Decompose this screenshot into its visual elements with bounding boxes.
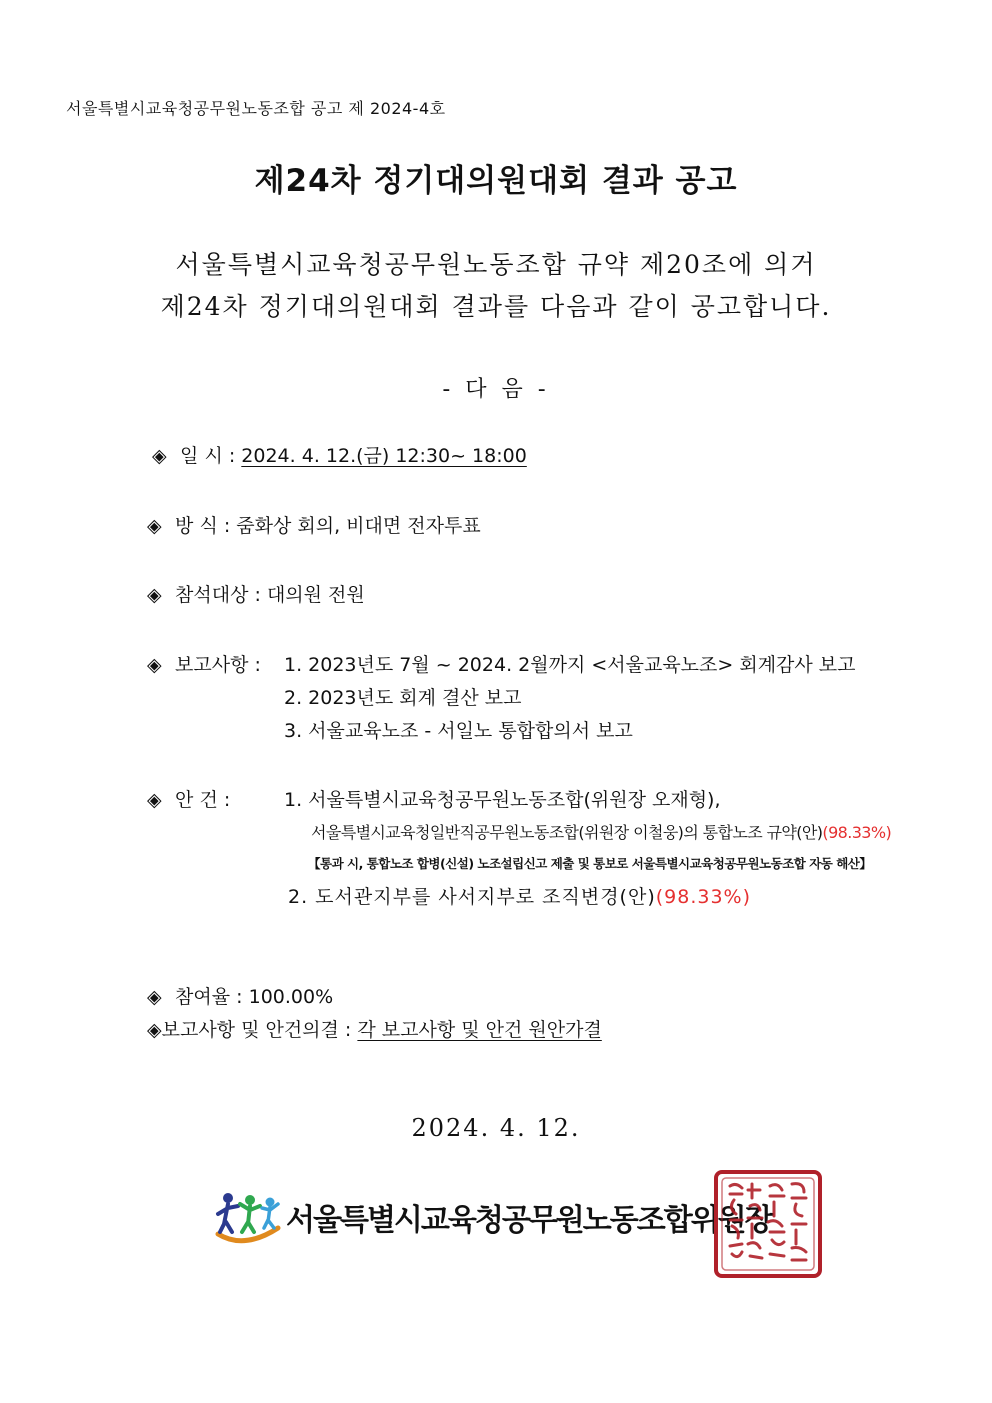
intro-line-1: 서울특별시교육청공무원노동조합 규약 제20조에 의거 — [175, 250, 817, 279]
resolution-label: 보고사항 및 안건의결 : — [161, 1019, 352, 1041]
resolution-row — [147, 1015, 602, 1042]
schedule-value: 2024. 4. 12.(금) 12:30~ 18:00 — [241, 445, 527, 467]
signature-block — [214, 1182, 772, 1252]
official-seal-icon — [712, 1168, 824, 1280]
attendees-label: 참석대상 : — [175, 584, 261, 606]
agenda-item-2-text: 2. 도서관지부를 사서지부로 조직변경(안) — [288, 886, 656, 908]
diamond-bullet-icon: ◈ — [147, 986, 162, 1008]
report-item: 1. 2023년도 7월 ~ 2024. 2월까지 <서울교육노조> 회계감사 보고 — [284, 654, 856, 676]
page-title: 제24차 정기대의원대회 결과 공고 — [254, 163, 738, 199]
agenda-item-1-percent: (98.33%) — [822, 823, 892, 842]
agenda-row — [147, 785, 230, 812]
union-logo-icon — [214, 1188, 282, 1246]
agenda-item-1-text: 서울특별시교육청일반직공무원노동조합(위원장 이철웅)의 통합노조 규약(안) — [311, 823, 823, 842]
participation-value: 100.00% — [248, 986, 334, 1008]
intro-line-2: 제24차 정기대의원대회 결과를 다음과 같이 공고합니다. — [160, 292, 832, 321]
reports-label: 보고사항 : — [175, 654, 261, 676]
next-heading: - 다 음 - — [442, 377, 550, 402]
agenda-label: 안 건 : — [175, 789, 231, 811]
reports-row — [147, 650, 261, 677]
diamond-bullet-icon: ◈ — [147, 515, 162, 537]
method-value: 줌화상 회의, 비대면 전자투표 — [236, 515, 481, 537]
method-row — [147, 511, 481, 538]
report-item: 2. 2023년도 회계 결산 보고 — [284, 687, 522, 709]
signature-name: 서울특별시교육청공무원노동조합위원장 — [286, 1203, 772, 1238]
agenda-item-1-line-2 — [311, 820, 891, 843]
agenda-item-1-note: 【통과 시, 통합노조 합병(신설) 노조설립신고 제출 및 통보로 서울특별시교육청공무원노동조합 자동 해산】 — [308, 856, 872, 871]
diamond-bullet-icon: ◈ — [147, 654, 162, 676]
agenda-item-2 — [288, 882, 751, 909]
notice-number: 서울특별시교육청공무원노동조합 공고 제 2024-4호 — [66, 99, 446, 118]
attendees-row — [147, 580, 365, 607]
document-date: 2024. 4. 12. — [411, 1114, 581, 1142]
agenda-item-1-line-1: 1. 서울특별시교육청공무원노동조합(위원장 오재형), — [284, 789, 721, 811]
resolution-value: 각 보고사항 및 안건 원안가결 — [357, 1019, 602, 1041]
agenda-item-2-percent: (98.33%) — [655, 886, 752, 908]
attendees-value: 대의원 전원 — [266, 584, 365, 606]
schedule-label: 일 시 : — [180, 445, 236, 467]
report-item: 3. 서울교육노조 - 서일노 통합합의서 보고 — [284, 720, 633, 742]
participation-label: 참여율 : — [175, 986, 243, 1008]
method-label: 방 식 : — [175, 515, 231, 537]
diamond-bullet-icon: ◈ — [147, 584, 162, 606]
diamond-bullet-icon: ◈ — [152, 445, 167, 467]
diamond-bullet-icon: ◈ — [147, 789, 162, 811]
diamond-bullet-icon: ◈ — [147, 1019, 162, 1041]
schedule-row — [152, 441, 527, 468]
participation-row — [147, 982, 333, 1009]
